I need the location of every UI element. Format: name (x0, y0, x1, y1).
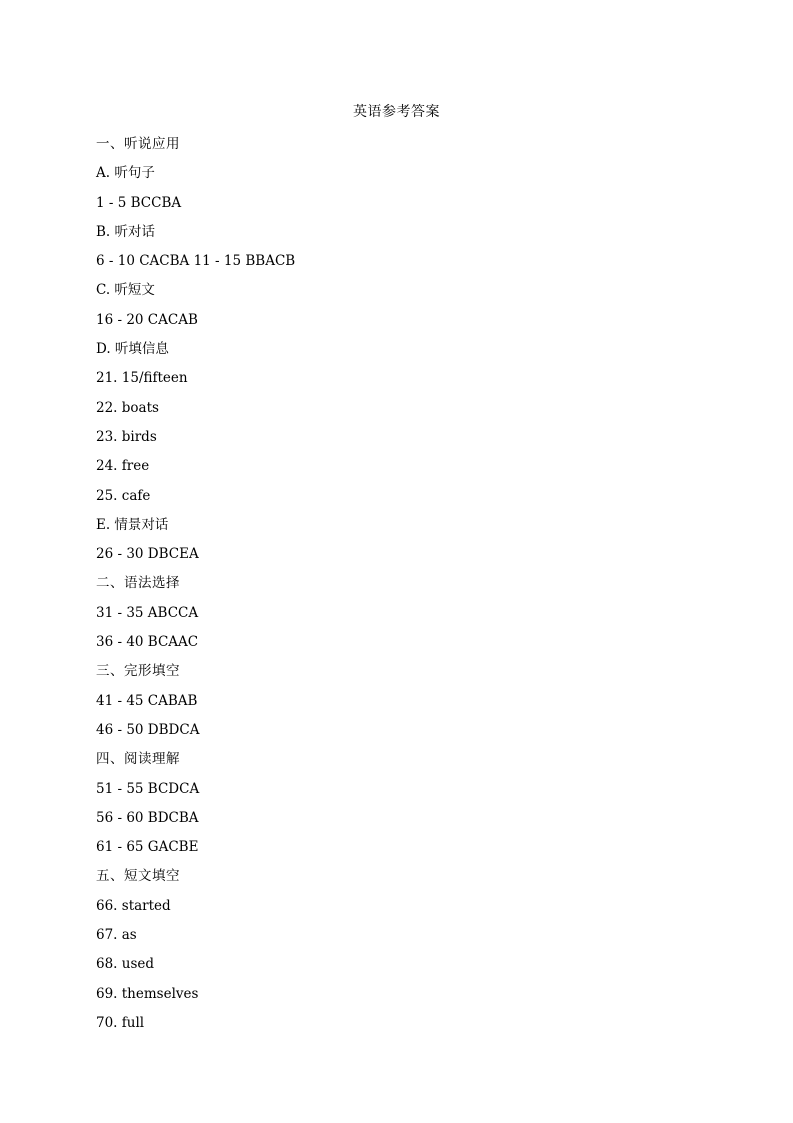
answer-line: 51 - 55 BCDCA (96, 780, 200, 797)
subsection-heading: A. 听句子 (96, 165, 155, 182)
answer-line: 68. used (96, 956, 155, 973)
answer-line: 56 - 60 BDCBA (96, 809, 199, 826)
answer-line: 36 - 40 BCAAC (96, 634, 199, 651)
answer-line: 31 - 35 ABCCA (96, 604, 199, 621)
answer-line: 23. birds (96, 428, 157, 445)
answer-line: 24. free (96, 458, 150, 475)
subsection-heading: E. 情景对话 (96, 516, 169, 533)
document-title: 英语参考答案 (353, 104, 440, 120)
section-heading-reading: 四、阅读理解 (96, 751, 180, 768)
answer-line: 69. themselves (96, 985, 199, 1002)
section-heading-fill-in: 五、短文填空 (96, 868, 180, 885)
answer-line: 61 - 65 GACBE (96, 839, 199, 856)
answer-line: 67. as (96, 927, 137, 944)
answer-line: 46 - 50 DBDCA (96, 721, 200, 738)
answer-line: 22. boats (96, 399, 159, 416)
answer-list (96, 133, 736, 1041)
subsection-heading: B. 听对话 (96, 223, 156, 240)
answer-line: 70. full (96, 1014, 145, 1031)
answer-line: 41 - 45 CABAB (96, 692, 198, 709)
section-heading-listening: 一、听说应用 (96, 136, 180, 152)
subsection-heading: D. 听填信息 (96, 341, 169, 358)
section-heading-cloze: 三、完形填空 (96, 663, 180, 680)
answer-line: 26 - 30 DBCEA (96, 546, 199, 563)
answer-line: 66. started (96, 897, 171, 914)
answer-line: 6 - 10 CACBA 11 - 15 BBACB (96, 253, 296, 270)
answer-line: 21. 15/fifteen (96, 370, 188, 387)
section-heading-grammar: 二、语法选择 (96, 575, 180, 592)
answer-line: 1 - 5 BCCBA (96, 194, 182, 211)
answer-line: 16 - 20 CACAB (96, 311, 198, 328)
answer-line: 25. cafe (96, 487, 151, 504)
subsection-heading: C. 听短文 (96, 282, 155, 299)
